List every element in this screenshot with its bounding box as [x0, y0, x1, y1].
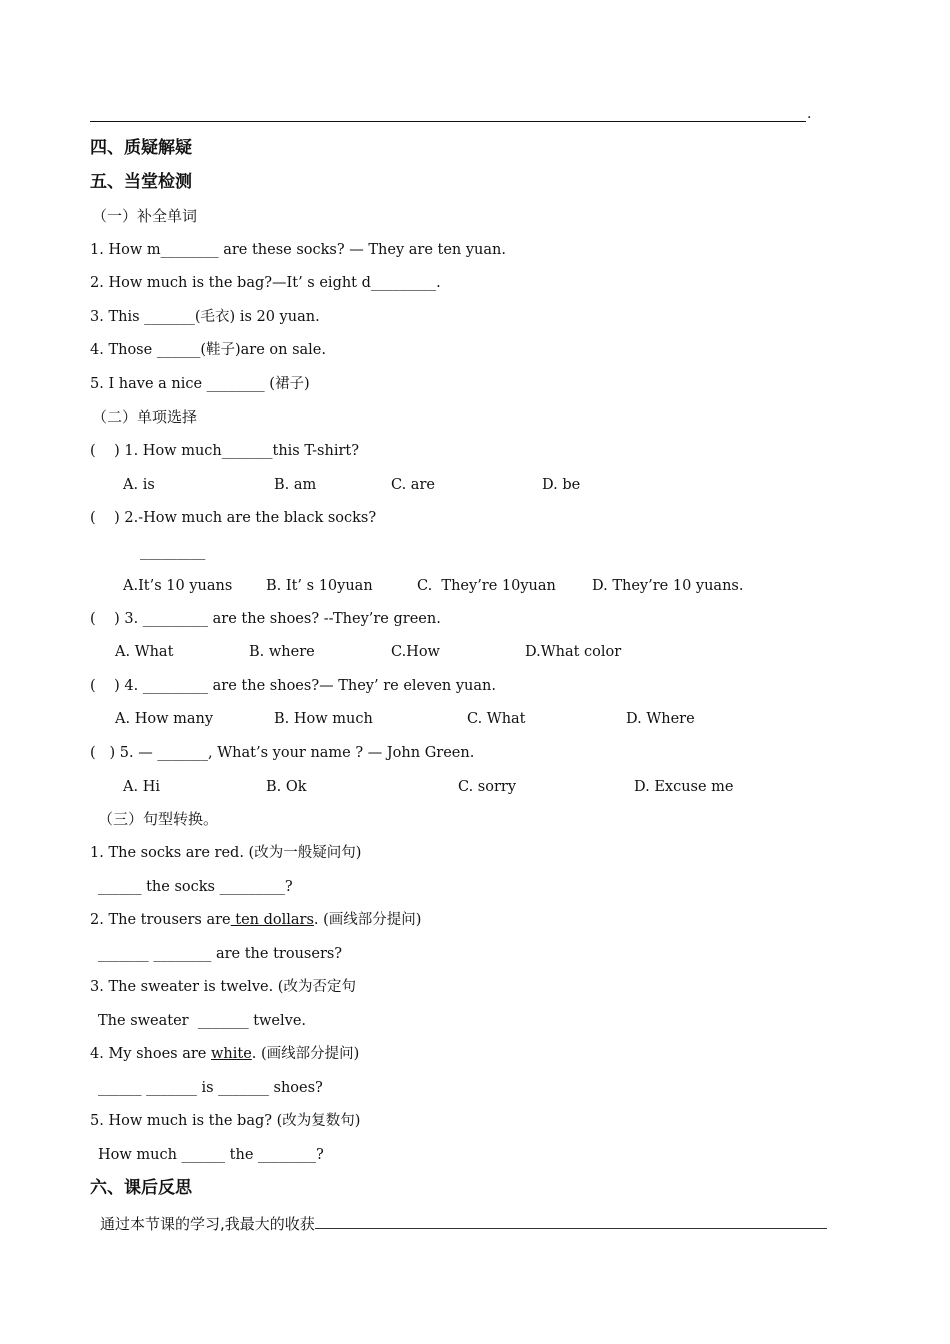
part3-q4-underlined: white: [211, 1046, 252, 1062]
part3-q1-answer: ______ the socks _________?: [98, 879, 293, 895]
part3-q2: [90, 910, 421, 930]
part1-q3: 3. This _______(毛衣) is 20 yuan.: [90, 309, 320, 325]
part2-q4: ( ) 4. _________ are the shoes?— They’ re eleven yuan.: [90, 678, 496, 694]
part3-q2-answer: _______ ________ are the trousers?: [98, 946, 343, 962]
part1-q5: 5. I have a nice ________ (裙子): [90, 376, 310, 392]
top-answer-line: [90, 121, 806, 122]
part3-q4-suffix: . (画线部分提问): [251, 1046, 360, 1062]
part2-q2-option-a: A.It’s 10 yuans: [123, 578, 233, 594]
part2-q5-option-d: D. Excuse me: [634, 779, 734, 795]
part3-q3-answer: The sweater _______ twelve.: [98, 1013, 307, 1029]
part2-title: （二）单项选择: [92, 408, 198, 426]
section-4-heading: 四、质疑解疑: [90, 138, 192, 158]
reflection-line: [100, 1212, 827, 1234]
part1-title: （一）补全单词: [92, 207, 198, 225]
part3-q2-suffix: . (画线部分提问): [313, 912, 422, 928]
part2-q2-option-d: D. They’re 10 yuans.: [592, 578, 744, 594]
section-6-heading: 六、课后反思: [90, 1178, 192, 1198]
reflection-text: 通过本节课的学习,我最大的收获: [100, 1215, 315, 1233]
part2-q4-option-d: D. Where: [626, 711, 695, 727]
part2-q2-blank: _________: [140, 544, 206, 560]
part2-q5-option-b: B. Ok: [266, 779, 307, 795]
part2-q2-option-c: C. They’re 10yuan: [417, 578, 556, 594]
part2-q5: ( ) 5. — _______, What’s your name ? — John Green.: [90, 745, 475, 761]
part2-q1-option-d: D. be: [542, 477, 581, 493]
part1-q2: 2. How much is the bag?—It’ s eight d_________.: [90, 275, 441, 291]
part3-q5: 5. How much is the bag? (改为复数句): [90, 1113, 361, 1129]
part3-q4-answer: ______ _______ is _______ shoes?: [98, 1080, 323, 1096]
part2-q1-option-b: B. am: [274, 477, 317, 493]
part2-q3-option-c: C.How: [391, 644, 440, 660]
part3-q4: [90, 1044, 359, 1064]
part2-q5-option-a: A. Hi: [123, 779, 160, 795]
part3-q1: 1. The socks are red. (改为一般疑问句): [90, 845, 362, 861]
part2-q3-option-b: B. where: [249, 644, 315, 660]
part3-q2-underlined: ten dollars: [230, 912, 314, 928]
part2-q2-option-b: B. It’ s 10yuan: [266, 578, 373, 594]
part3-title: （三）句型转换。: [98, 810, 219, 828]
part2-q3-option-d: D.What color: [525, 644, 622, 660]
part2-q5-option-c: C. sorry: [458, 779, 517, 795]
part3-q4-prefix: 4. My shoes are: [90, 1046, 211, 1062]
reflection-fill-line: [315, 1212, 827, 1229]
part3-q2-prefix: 2. The trousers are: [90, 912, 231, 928]
part2-q1-option-a: A. is: [123, 477, 155, 493]
part2-q4-option-c: C. What: [467, 711, 526, 727]
part2-q3-option-a: A. What: [115, 644, 174, 660]
part3-q3: 3. The sweater is twelve. (改为否定句: [90, 979, 356, 995]
part2-q3: ( ) 3. _________ are the shoes? --They’re green.: [90, 611, 441, 627]
part2-q1: ( ) 1. How much_______this T-shirt?: [90, 443, 360, 459]
part2-q4-option-b: B. How much: [274, 711, 373, 727]
part1-q1: 1. How m________ are these socks? — They are ten yuan.: [90, 242, 506, 258]
part2-q4-option-a: A. How many: [115, 711, 214, 727]
top-period: .: [807, 106, 812, 122]
part2-q1-option-c: C. are: [391, 477, 435, 493]
part2-q2: ( ) 2.-How much are the black socks?: [90, 510, 377, 526]
part1-q4: 4. Those ______(鞋子)are on sale.: [90, 342, 326, 358]
section-5-heading: 五、当堂检测: [90, 172, 192, 192]
part3-q5-answer: How much ______ the ________?: [98, 1147, 324, 1163]
